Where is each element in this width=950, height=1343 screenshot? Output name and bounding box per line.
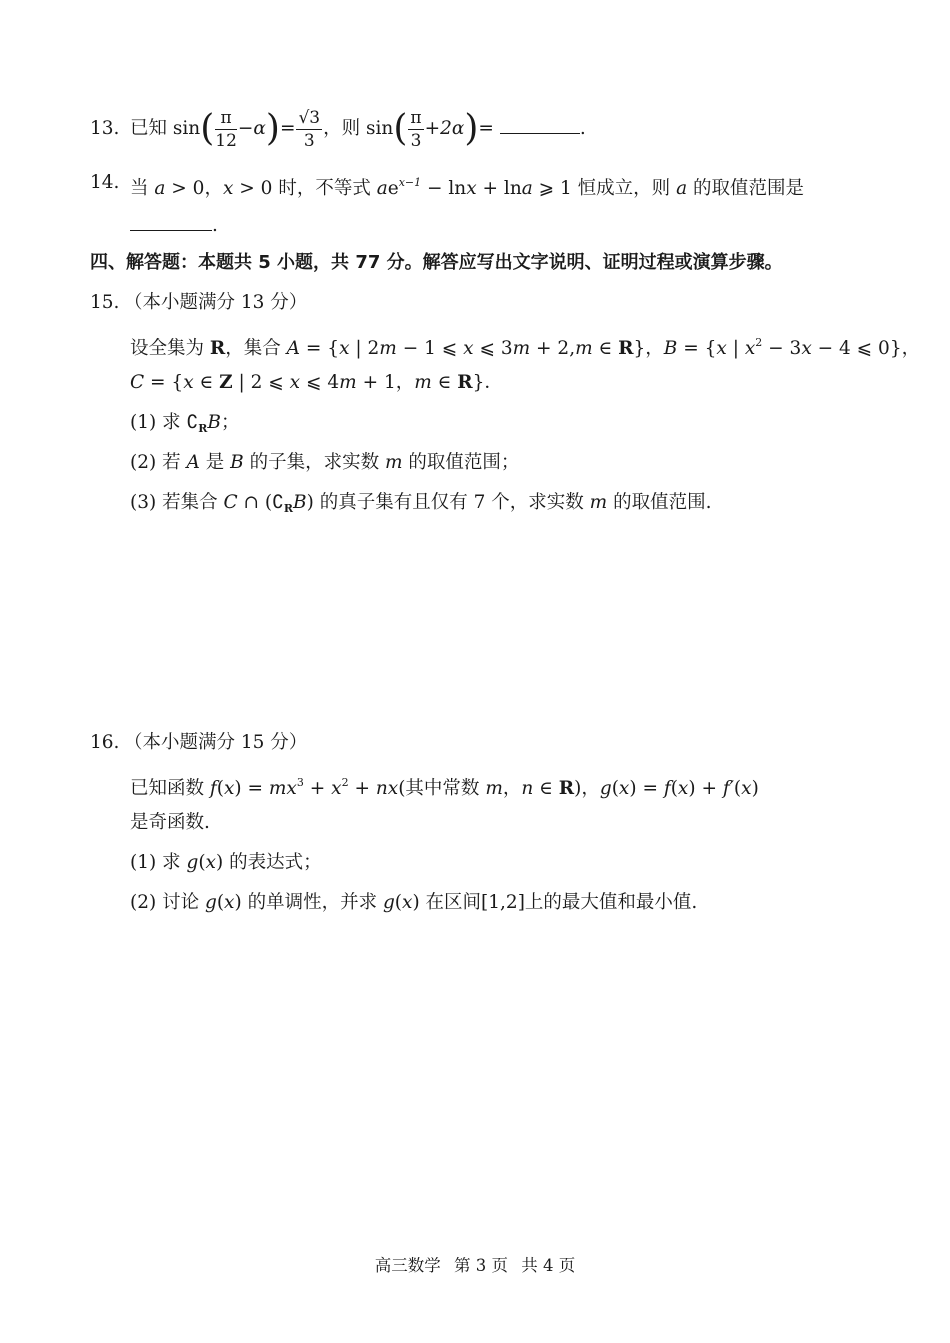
footer-total-pages: 共 4 页: [521, 1256, 576, 1275]
q13-mid: ，则 sin: [323, 118, 394, 139]
q16-line-2: 是奇函数.: [130, 812, 210, 833]
footer-page-number: 第 3 页: [454, 1256, 508, 1275]
q15-line-2: C = {x ∈ Z | 2 ⩽ x ⩽ 4m + 1，m ∈ R}．: [130, 372, 503, 393]
question-14-number: 14.: [90, 172, 120, 193]
footer-subject: 高三数学: [374, 1256, 441, 1275]
question-16-number: 16.: [90, 732, 120, 753]
question-14-text: 当 a > 0，x > 0 时，不等式 $ae^{x-1} - \ln x + \ln a$ ⩾ 1 恒成立，则 a 的取值范围是: [130, 176, 804, 199]
question-14-answer-line: .: [130, 212, 218, 239]
q13-alpha: −α: [237, 118, 266, 139]
q16-line-1: 已知函数 $f(x) = mx^3 + x^2 + nx$(其中常数 m，n ∈ R)，g(x) = f(x) + f′(x): [130, 776, 759, 799]
q13-fraction-sqrt3-3: $\frac{√3}{3}$: [298, 107, 321, 151]
question-13-number: 13.: [90, 118, 120, 139]
q13-fraction-pi-3: $\frac{\pi}{3}$: [410, 107, 422, 151]
page-footer: [0, 1252, 950, 1276]
q15-part-3: (3) 若集合 C ∩ $(∁_RB)$ 的真子集有且仅有 7 个，求实数 m 的取值范围.: [130, 492, 712, 515]
q16-part-2: (2) 讨论 g(x) 的单调性，并求 g(x) 在区间[1,2]上的最大值和最小值.: [130, 892, 698, 913]
q14-answer-blank: [130, 212, 212, 231]
q15-part-2: (2) 若 A 是 B 的子集，求实数 m 的取值范围；: [130, 452, 520, 473]
q13-lead: 已知 sin: [130, 118, 201, 139]
question-15-number: 15.: [90, 292, 120, 313]
q13-answer-blank: [500, 115, 580, 134]
question-15-header: （本小题满分 13 分）: [124, 292, 308, 313]
question-13-text: 已知 sin( $\frac{\pi}{12}$ −α)= $\frac{√3}{3}$ ，则 sin( $\frac{\pi}{3}$ +2α)= .: [130, 107, 586, 151]
question-16-header: （本小题满分 15 分）: [124, 732, 308, 753]
q16-part-1: (1) 求 g(x) 的表达式；: [130, 852, 322, 873]
q15-part-1: (1) 求 $∁_RB$；: [130, 412, 240, 435]
section-4-heading: 四、解答题：本题共 5 小题，共 77 分。解答应写出文字说明、证明过程或演算步骤。: [90, 252, 783, 273]
q13-fraction-pi-12: $\frac{\pi}{12}$: [215, 107, 237, 151]
q15-line-1: 设全集为 R，集合 A = {x | 2m − 1 ⩽ x ⩽ 3m + 2,m ∈ R}，B = {x | $x^2 - 3x - 4$ ⩽ 0}，: [130, 336, 921, 359]
